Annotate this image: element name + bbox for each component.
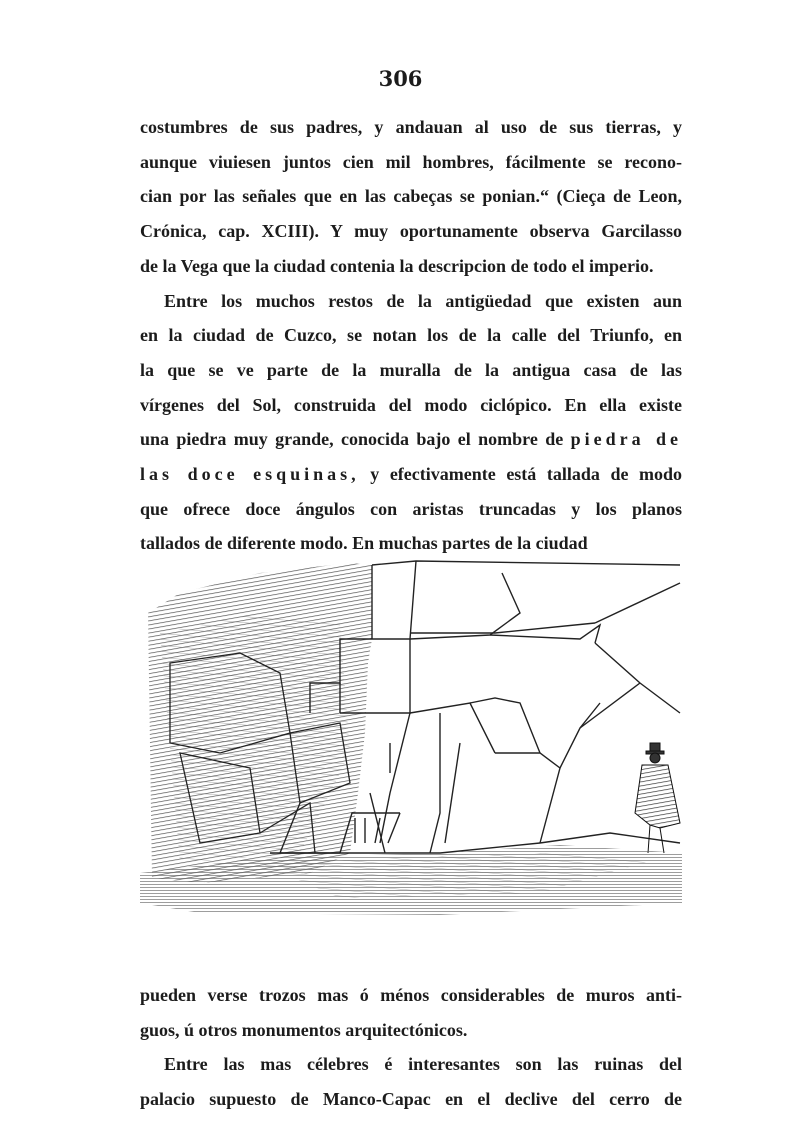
text-line: palacio supuesto de Manco-Capac en el declive del cerro de <box>140 1089 682 1110</box>
text-line: que ofrece doce ángulos con aristas truncadas y los planos <box>140 498 682 519</box>
text-line: cian por las señales que en las cabeças se ponian.“ (Cieça de Leon, <box>140 186 682 207</box>
spaced-stone-name-b: las doce esquinas, <box>140 464 360 485</box>
text-line: guos, ú otros monumentos arquitectónicos. <box>140 1019 468 1040</box>
body-text-bottom <box>140 978 682 1117</box>
text-line: en la ciudad de Cuzco, se notan los de la calle del Triunfo, en <box>140 325 682 346</box>
text-line: pueden verse trozos mas ó ménos considerables de muros anti- <box>140 985 682 1005</box>
text-line-with-spaced <box>140 422 682 457</box>
text-line: de la Vega que la ciudad contenia la descripcion de todo el imperio. <box>140 255 654 276</box>
spaced-stone-name-a: piedra de <box>570 429 682 450</box>
text-line: la que se ve parte de la muralla de la antigua casa de las <box>140 359 682 380</box>
text-line: una piedra muy grande, conocida bajo el nombre de <box>140 429 564 450</box>
text-line-with-spaced <box>140 457 682 492</box>
wall-engraving <box>140 553 682 916</box>
text-line: Entre los muchos restos de la antigüedad que existen aun <box>164 290 682 311</box>
text-line: costumbres de sus padres, y andauan al uso de sus tierras, y <box>140 117 682 137</box>
text-line: Entre las mas célebres é interesantes son las ruinas del <box>164 1054 682 1075</box>
body-text-top <box>140 110 682 561</box>
illustration-twelve-angled-stone-wall <box>140 553 682 916</box>
text-line: aunque viuiesen juntos cien mil hombres, fácilmente se recono- <box>140 151 682 172</box>
standing-figure <box>635 743 680 853</box>
text-line: vírgenes del Sol, construida del modo ciclópico. En ella existe <box>140 394 682 415</box>
text-line: Crónica, cap. XCIII). Y muy oportunamente observa Garcilasso <box>140 221 682 242</box>
text-line: tallados de diferente modo. En muchas partes de la ciudad <box>140 533 588 554</box>
text-line: y efectivamente está tallada de modo <box>370 464 683 485</box>
page-number: 306 <box>378 66 423 91</box>
